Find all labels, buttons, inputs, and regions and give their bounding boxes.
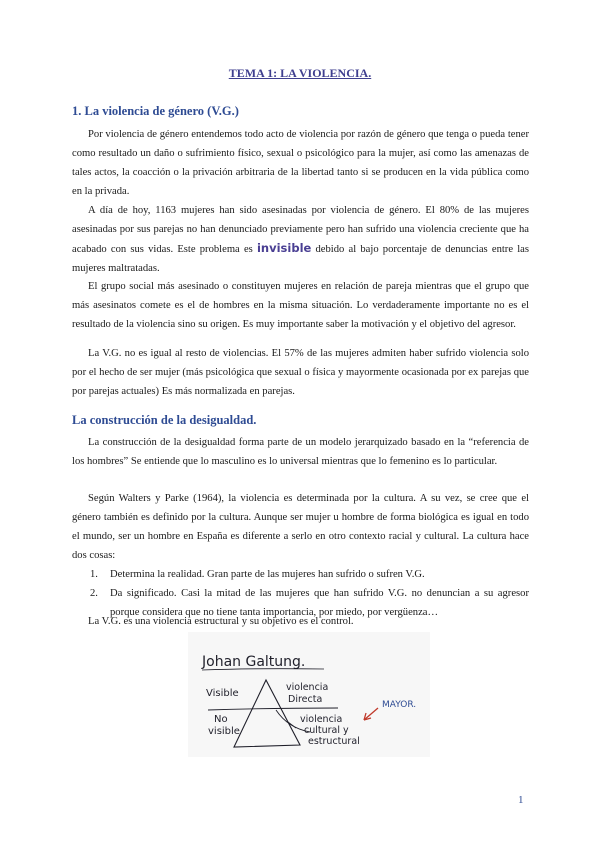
label-cultural: cultural y (304, 725, 349, 736)
label-visible: Visible (206, 688, 239, 699)
label-estructural: estructural (308, 736, 360, 747)
galtung-triangle-figure (188, 632, 430, 757)
paragraph-statistics-start: A día de hoy, 1163 mujeres han sido asesinadas por violencia de género. El 80% de las mujeres asesinadas por sus parejas no han denunciado previamente pero han sufrido una violencia creciente que ha acabado con sus vidas. Este problema es (72, 205, 529, 255)
list-item-number: 2. (90, 588, 98, 599)
page-number: 1 (518, 794, 524, 806)
paragraph-structural: La V.G. es una violencia estructural y su objetivo es el control. (88, 616, 354, 627)
paragraph-social-group: El grupo social más asesinado o constituyen mujeres en relación de pareja mientras que el grupo que más asesinatos comete es el de hombres en la misma situación. Lo verdaderamente importante no es el resultado de la violencia sino su origen. Es muy importante saber la motivación y el objetivo del agresor. (72, 281, 529, 330)
label-violencia-2: violencia (300, 714, 343, 725)
galtung-triangle-sketch (188, 632, 430, 757)
label-violencia: violencia (286, 682, 329, 693)
page-title: TEMA 1: LA VIOLENCIA. (228, 66, 372, 80)
list-item-number: 1. (90, 569, 98, 580)
paragraph-statistics-end: debido al bajo porcentaje de denuncias entre las mujeres maltratadas. (72, 244, 529, 274)
paragraph-walters-parke: Según Walters y Parke (1964), la violencia es determinada por la cultura. A su vez, se cree que el género también es definido por la cultura. Aunque ser mujer u hombre de forma biológica es igual en todo el mundo, ser un hombre en España es diferente a serlo en otro contexto racial y cultural. La cultura hace dos cosas: (72, 493, 529, 561)
figure-author: Johan Galtung. (202, 654, 306, 670)
paragraph-definition: Por violencia de género entendemos todo acto de violencia por razón de género que tenga o pueda tener como resultado un daño o sufrimiento físico, sexual o psicológico para la mujer, así como las amenazas de tales actos, la coacción o la privación arbitraria de la libertad tanto si se producen en la vida pública como en la privada. (72, 129, 529, 197)
label-mayor: MAYOR. (382, 700, 417, 710)
highlight-invisible: invisible (256, 241, 312, 255)
section-heading-desigualdad: La construcción de la desigualdad. (72, 413, 257, 427)
paragraph-statistics (72, 201, 529, 278)
label-directa: Directa (288, 694, 323, 705)
label-no: No (214, 714, 228, 725)
paragraph-construction: La construcción de la desigualdad forma parte de un modelo jerarquizado basado en la “referencia de los hombres” Se entiende que lo masculino es lo universal mientras que lo femenino es lo particular. (72, 437, 529, 467)
list-item-text: Da significado. Casi la mitad de las mujeres que han sufrido V.G. no denuncian a su agresor porque considera que no tiene tanta importancia, por miedo, por vergüenza… (110, 588, 529, 618)
list-item-text: Determina la realidad. Gran parte de las mujeres han sufrido o sufren V.G. (110, 569, 425, 580)
label-visible-2: visible (208, 726, 240, 737)
list-item (90, 565, 529, 584)
visibility-divider (208, 708, 338, 710)
section-heading-violencia-genero: 1. La violencia de género (V.G.) (72, 104, 239, 118)
paragraph-comparison: La V.G. no es igual al resto de violencias. El 57% de las mujeres admiten haber sufrido violencia solo por el hecho de ser mujer (más psicológica que sexual o física y mayormente ocasionada por ex parejas que por parejas actuales) Es más normalizada en parejas. (72, 348, 529, 397)
